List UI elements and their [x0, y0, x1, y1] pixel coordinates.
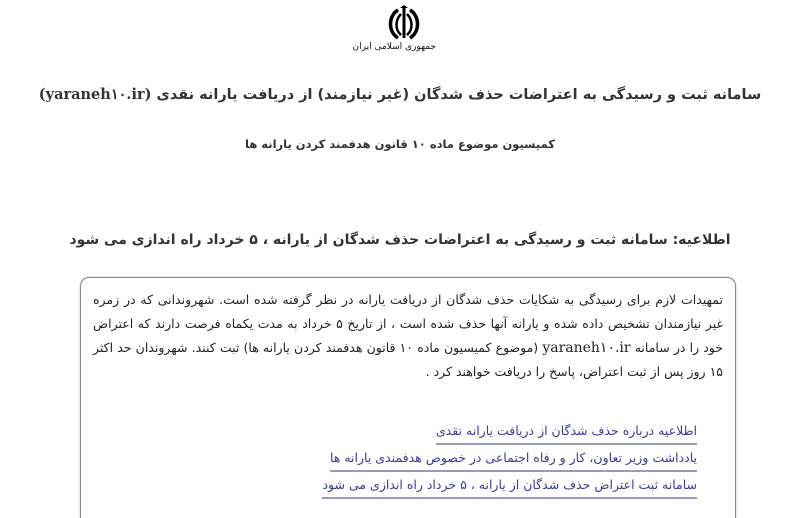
news-link[interactable]: سامانه ثبت اعتراض حذف شدگان از یارانه ، ۵ خرداد راه اندازی می شود: [322, 472, 697, 499]
emblem-caption: جمهوری اسلامی ایران: [352, 42, 436, 52]
body-paragraph: [93, 288, 723, 384]
page-subtitle: کمیسیون موضوع ماده ۱۰ قانون هدفمند کردن یارانه ها: [245, 137, 555, 151]
page-title: [0, 86, 800, 103]
page-title-site: (yaraneh۱۰.ir): [38, 86, 152, 103]
page-title-text: سامانه ثبت و رسیدگی به اعتراضات حذف شدگان (غیر نیازمند) از دریافت یارانه نقدی: [156, 87, 762, 103]
news-link[interactable]: اطلاعیه درباره حذف شدگان از دریافت یارانه نقدی: [436, 418, 697, 445]
emblem-icon: [384, 4, 424, 44]
body-text-2: (موضوع کمیسیون ماده ۱۰ قانون هدفمند کردن یارانه ها) ثبت کنند. شهروندان حد اکثر ۱۵ روز پس از ثبت اعتراض، پاسخ را دریافت خواهند کرد .: [93, 340, 723, 379]
news-link[interactable]: یادداشت وزیر تعاون، کار و رفاه اجتماعی در خصوص هدفمندی یارانه ها: [330, 445, 697, 472]
iran-emblem-logo: [352, 4, 436, 62]
body-text-1: تمهیدات لازم برای رسیدگی به شکایات حذف شدگان از دریافت یارانه در نظر گرفته شده است. شهروندانی که در زمره غیر نیازمندان تشخیص داده شده و یارانه آنها حذف شده است ، از تاریخ ۵ خرداد به مدت یکماه فرصت دارند که اعتراض خود را در سامانه: [93, 292, 724, 355]
announcement-heading: اطلاعیه: سامانه ثبت و رسیدگی به اعتراضات حذف شدگان از یارانه ، ۵ خرداد راه اندازی می شود: [69, 232, 731, 248]
body-site: yaraneh۱۰.ir: [542, 340, 631, 356]
content-box: [80, 277, 736, 518]
news-links: [322, 418, 697, 499]
